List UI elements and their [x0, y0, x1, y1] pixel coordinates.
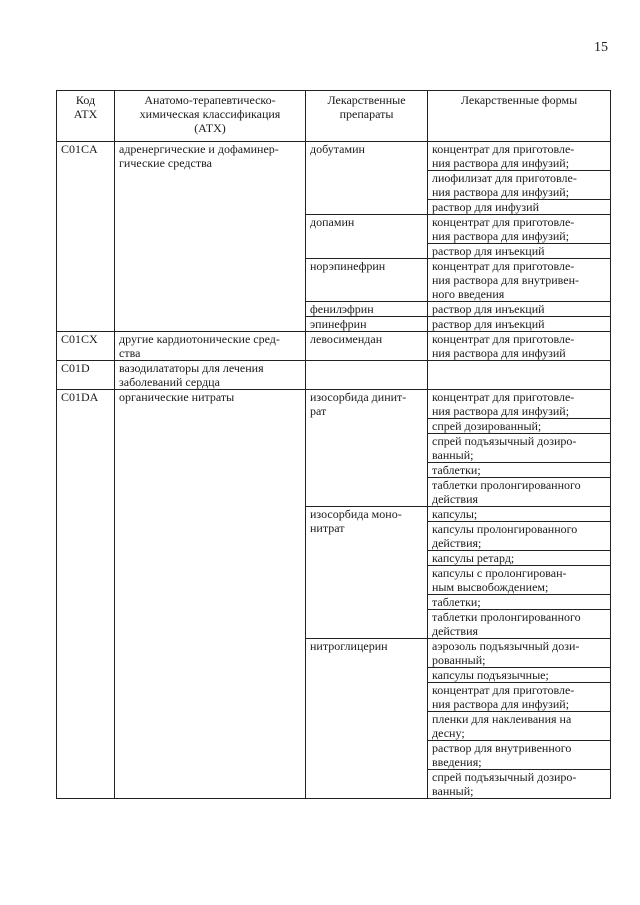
header-atc-code: Код АТХ — [57, 91, 115, 142]
drug-name-cell: изосорбида динит- рат — [306, 390, 428, 507]
page-number: 15 — [594, 40, 608, 55]
atc-classification-cell: адренергические и дофаминер- гические средства — [115, 142, 306, 332]
atc-code-cell: C01DA — [57, 390, 115, 799]
drug-name-cell: эпинефрин — [306, 317, 428, 332]
dosage-form-cell: раствор для инъекций — [428, 302, 611, 317]
atc-classification-cell: вазодилататоры для лечения заболеваний сердца — [115, 361, 306, 390]
table-row — [57, 142, 611, 171]
dosage-form-cell: спрей подъязычный дозиро- ванный; — [428, 434, 611, 463]
dosage-form-cell: раствор для инъекций — [428, 317, 611, 332]
dosage-form-cell: концентрат для приготовле- ния раствора для инфузий; — [428, 215, 611, 244]
atc-code-cell: C01CX — [57, 332, 115, 361]
dosage-form-cell: капсулы подъязычные; — [428, 668, 611, 683]
dosage-form-cell: концентрат для приготовле- ния раствора для внутривен- ного введения — [428, 259, 611, 302]
atc-drug-table — [56, 90, 611, 799]
table-header-row — [57, 91, 611, 142]
dosage-form-cell: пленки для наклеивания на десну; — [428, 712, 611, 741]
dosage-form-cell: капсулы ретард; — [428, 551, 611, 566]
dosage-form-cell: таблетки; — [428, 595, 611, 610]
drug-name-cell: норэпинефрин — [306, 259, 428, 302]
drug-name-cell: изосорбида моно- нитрат — [306, 507, 428, 639]
atc-classification-cell: органические нитраты — [115, 390, 306, 799]
dosage-form-cell: концентрат для приготовле- ния раствора для инфузий; — [428, 390, 611, 419]
dosage-form-cell: капсулы пролонгированного действия; — [428, 522, 611, 551]
table-row — [57, 361, 611, 390]
dosage-form-cell — [428, 361, 611, 390]
dosage-form-cell: таблетки пролонгированного действия — [428, 478, 611, 507]
dosage-form-cell: раствор для внутривенного введения; — [428, 741, 611, 770]
atc-code-cell: C01D — [57, 361, 115, 390]
drug-name-cell: нитроглицерин — [306, 639, 428, 799]
atc-classification-cell: другие кардиотонические сред- ства — [115, 332, 306, 361]
drug-name-cell: допамин — [306, 215, 428, 259]
drug-name-cell: добутамин — [306, 142, 428, 215]
table-row — [57, 390, 611, 419]
dosage-form-cell: раствор для инфузий — [428, 200, 611, 215]
dosage-form-cell: концентрат для приготовле- ния раствора для инфузий; — [428, 683, 611, 712]
dosage-form-cell: капсулы; — [428, 507, 611, 522]
atc-code-cell: C01CA — [57, 142, 115, 332]
dosage-form-cell: раствор для инъекций — [428, 244, 611, 259]
dosage-form-cell: концентрат для приготовле- ния раствора для инфузий — [428, 332, 611, 361]
header-drugs: Лекарственные препараты — [306, 91, 428, 142]
drug-name-cell: фенилэфрин — [306, 302, 428, 317]
dosage-form-cell: лиофилизат для приготовле- ния раствора для инфузий; — [428, 171, 611, 200]
drug-name-cell — [306, 361, 428, 390]
dosage-form-cell: спрей подъязычный дозиро- ванный; — [428, 770, 611, 799]
header-dosage-forms: Лекарственные формы — [428, 91, 611, 142]
drug-name-cell: левосимендан — [306, 332, 428, 361]
dosage-form-cell: капсулы с пролонгирован- ным высвобождением; — [428, 566, 611, 595]
dosage-form-cell: таблетки пролонгированного действия — [428, 610, 611, 639]
header-atc-classification: Анатомо-терапевтическо- химическая классификация (АТХ) — [115, 91, 306, 142]
table-row — [57, 332, 611, 361]
dosage-form-cell: спрей дозированный; — [428, 419, 611, 434]
dosage-form-cell: аэрозоль подъязычный дози- рованный; — [428, 639, 611, 668]
dosage-form-cell: концентрат для приготовле- ния раствора для инфузий; — [428, 142, 611, 171]
dosage-form-cell: таблетки; — [428, 463, 611, 478]
